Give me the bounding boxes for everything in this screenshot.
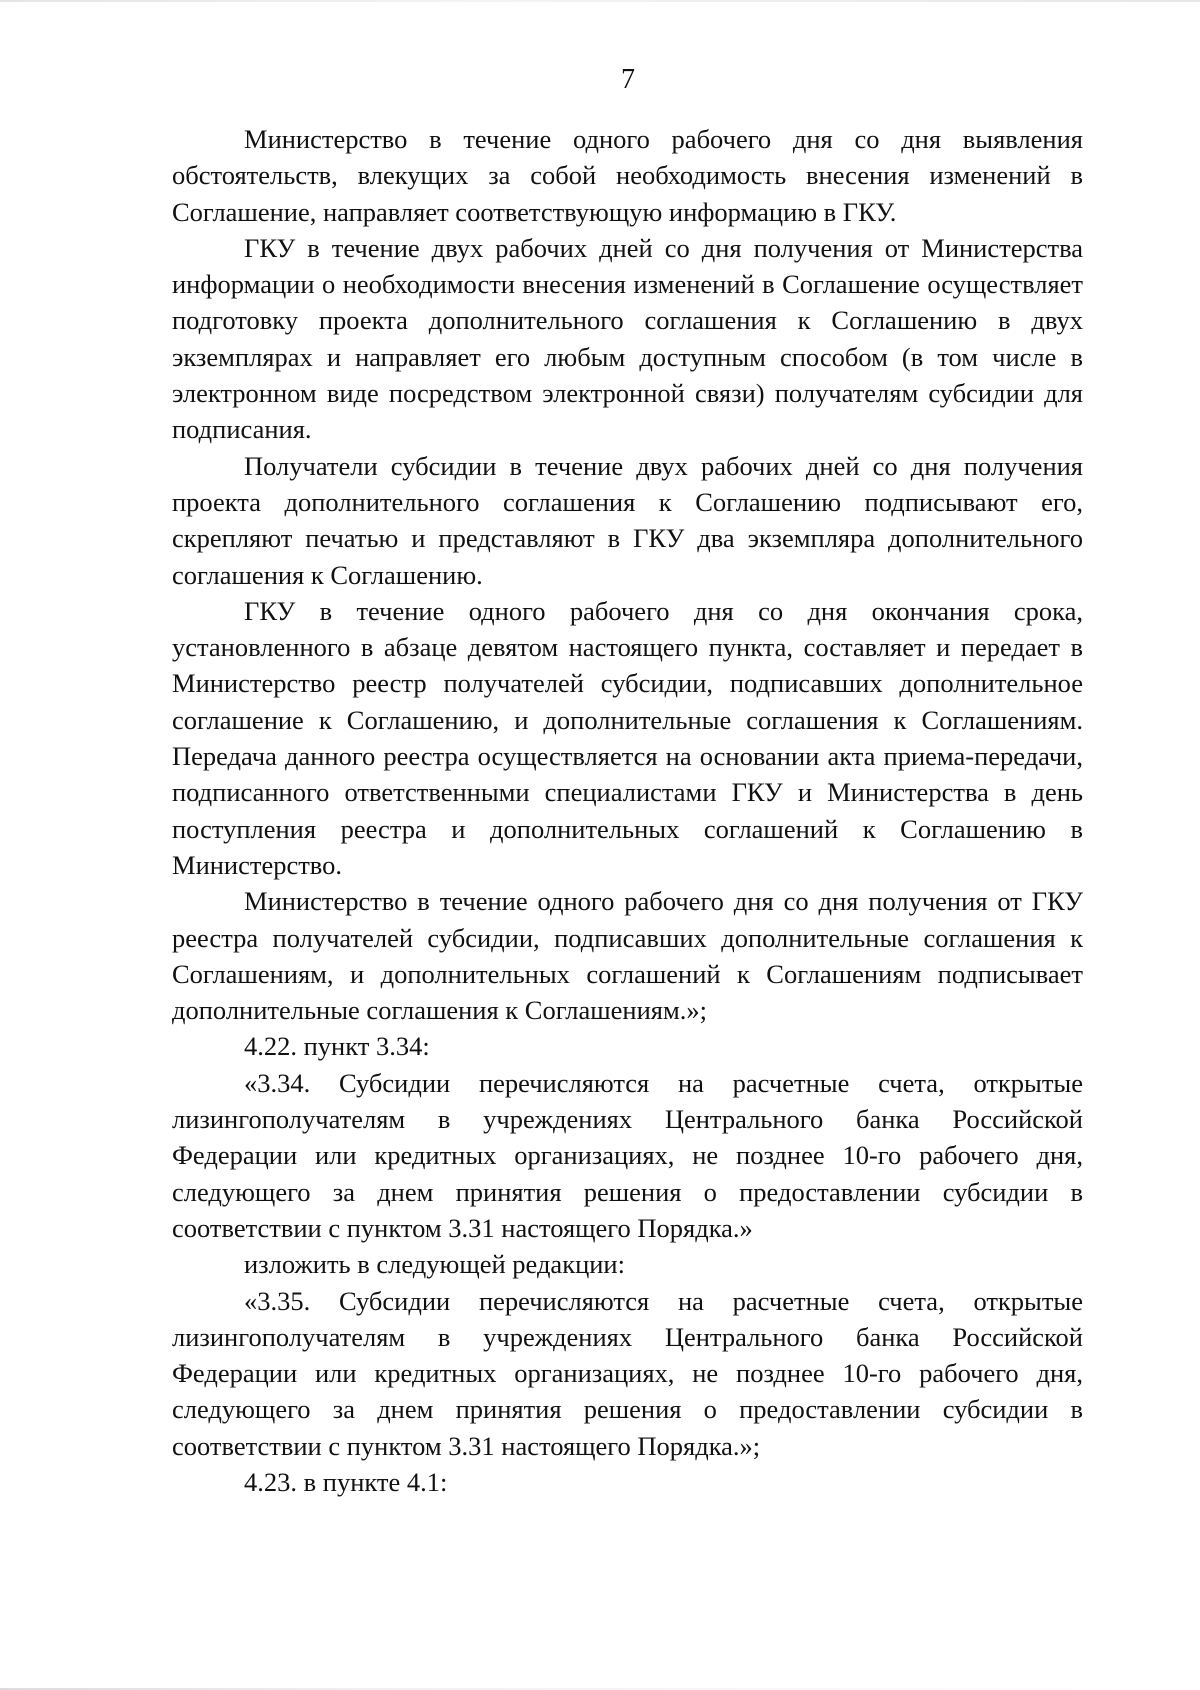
- paragraph-clause-3-34-old: «3.34. Субсидии перечисляются на расчетные счета, открытые лизингополучателям в учреждениях Центрального банка Российской Федерации или кредитных организациях, не позднее 10-го рабочего дня, следующего за днем принятия решения о предоставлении субсидии в соответствии с пунктом 3.31 настоящего Порядка.»: [172, 1067, 1083, 1243]
- page-number: 7: [621, 64, 635, 95]
- paragraph-clause-3-35-new: «3.35. Субсидии перечисляются на расчетные счета, открытые лизингополучателям в учреждениях Центрального банка Российской Федерации или кредитных организациях, не позднее 10-го рабочего дня, следующего за днем принятия решения о предоставлении субсидии в соответствии с пунктом 3.31 настоящего Порядка.»;: [172, 1285, 1083, 1461]
- paragraph-ministry-notification: Министерство в течение одного рабочего дня со дня выявления обстоятельств, влекущих за собой необходимость внесения изменений в Соглашение, направляет соответствующую информацию в ГКУ.: [172, 124, 1083, 227]
- paragraph-recipients-signing: Получатели субсидии в течение двух рабочих дней со дня получения проекта дополнительного соглашения к Соглашению подписывают его, скрепляют печатью и представляют в ГКУ два экземпляра дополнительного соглашения к Соглашению.: [172, 450, 1083, 590]
- paragraph-restate-notice: изложить в следующей редакции:: [244, 1249, 625, 1280]
- paragraph-gku-draft-preparation: ГКУ в течение двух рабочих дней со дня получения от Министерства информации о необходимости внесения изменений в Соглашение осуществляет подготовку проекта дополнительного соглашения к Соглашению в двух экземплярах и направляет его любым доступным способом (в том числе в электронном виде посредством электронной связи) получателям субсидии для подписания.: [172, 232, 1083, 445]
- paragraph-item-4-23: 4.23. в пункте 4.1:: [244, 1466, 448, 1497]
- paragraph-item-4-22: 4.22. пункт 3.34:: [244, 1031, 430, 1062]
- scan-edge-top: [0, 0, 1200, 2]
- paragraph-gku-registry-transfer: ГКУ в течение одного рабочего дня со дня окончания срока, установленного в абзаце девятом настоящего пункта, составляет и передает в Министерство реестр получателей субсидии, подписавших дополнительное соглашение к Соглашению, и дополнительные соглашения к Соглашениям. Передача данного реестра осуществляется на основании акта приема-передачи, подписанного ответственными специалистами ГКУ и Министерства в день поступления реестра и дополнительных соглашений к Соглашению в Министерство.: [172, 595, 1083, 880]
- paragraph-ministry-signing: Министерство в течение одного рабочего дня со дня получения от ГКУ реестра получателей субсидии, подписавших дополнительные соглашения к Соглашениям, и дополнительных соглашений к Соглашениям подписывает дополнительные соглашения к Соглашениям.»;: [172, 886, 1083, 1026]
- document-body: [172, 121, 1083, 1500]
